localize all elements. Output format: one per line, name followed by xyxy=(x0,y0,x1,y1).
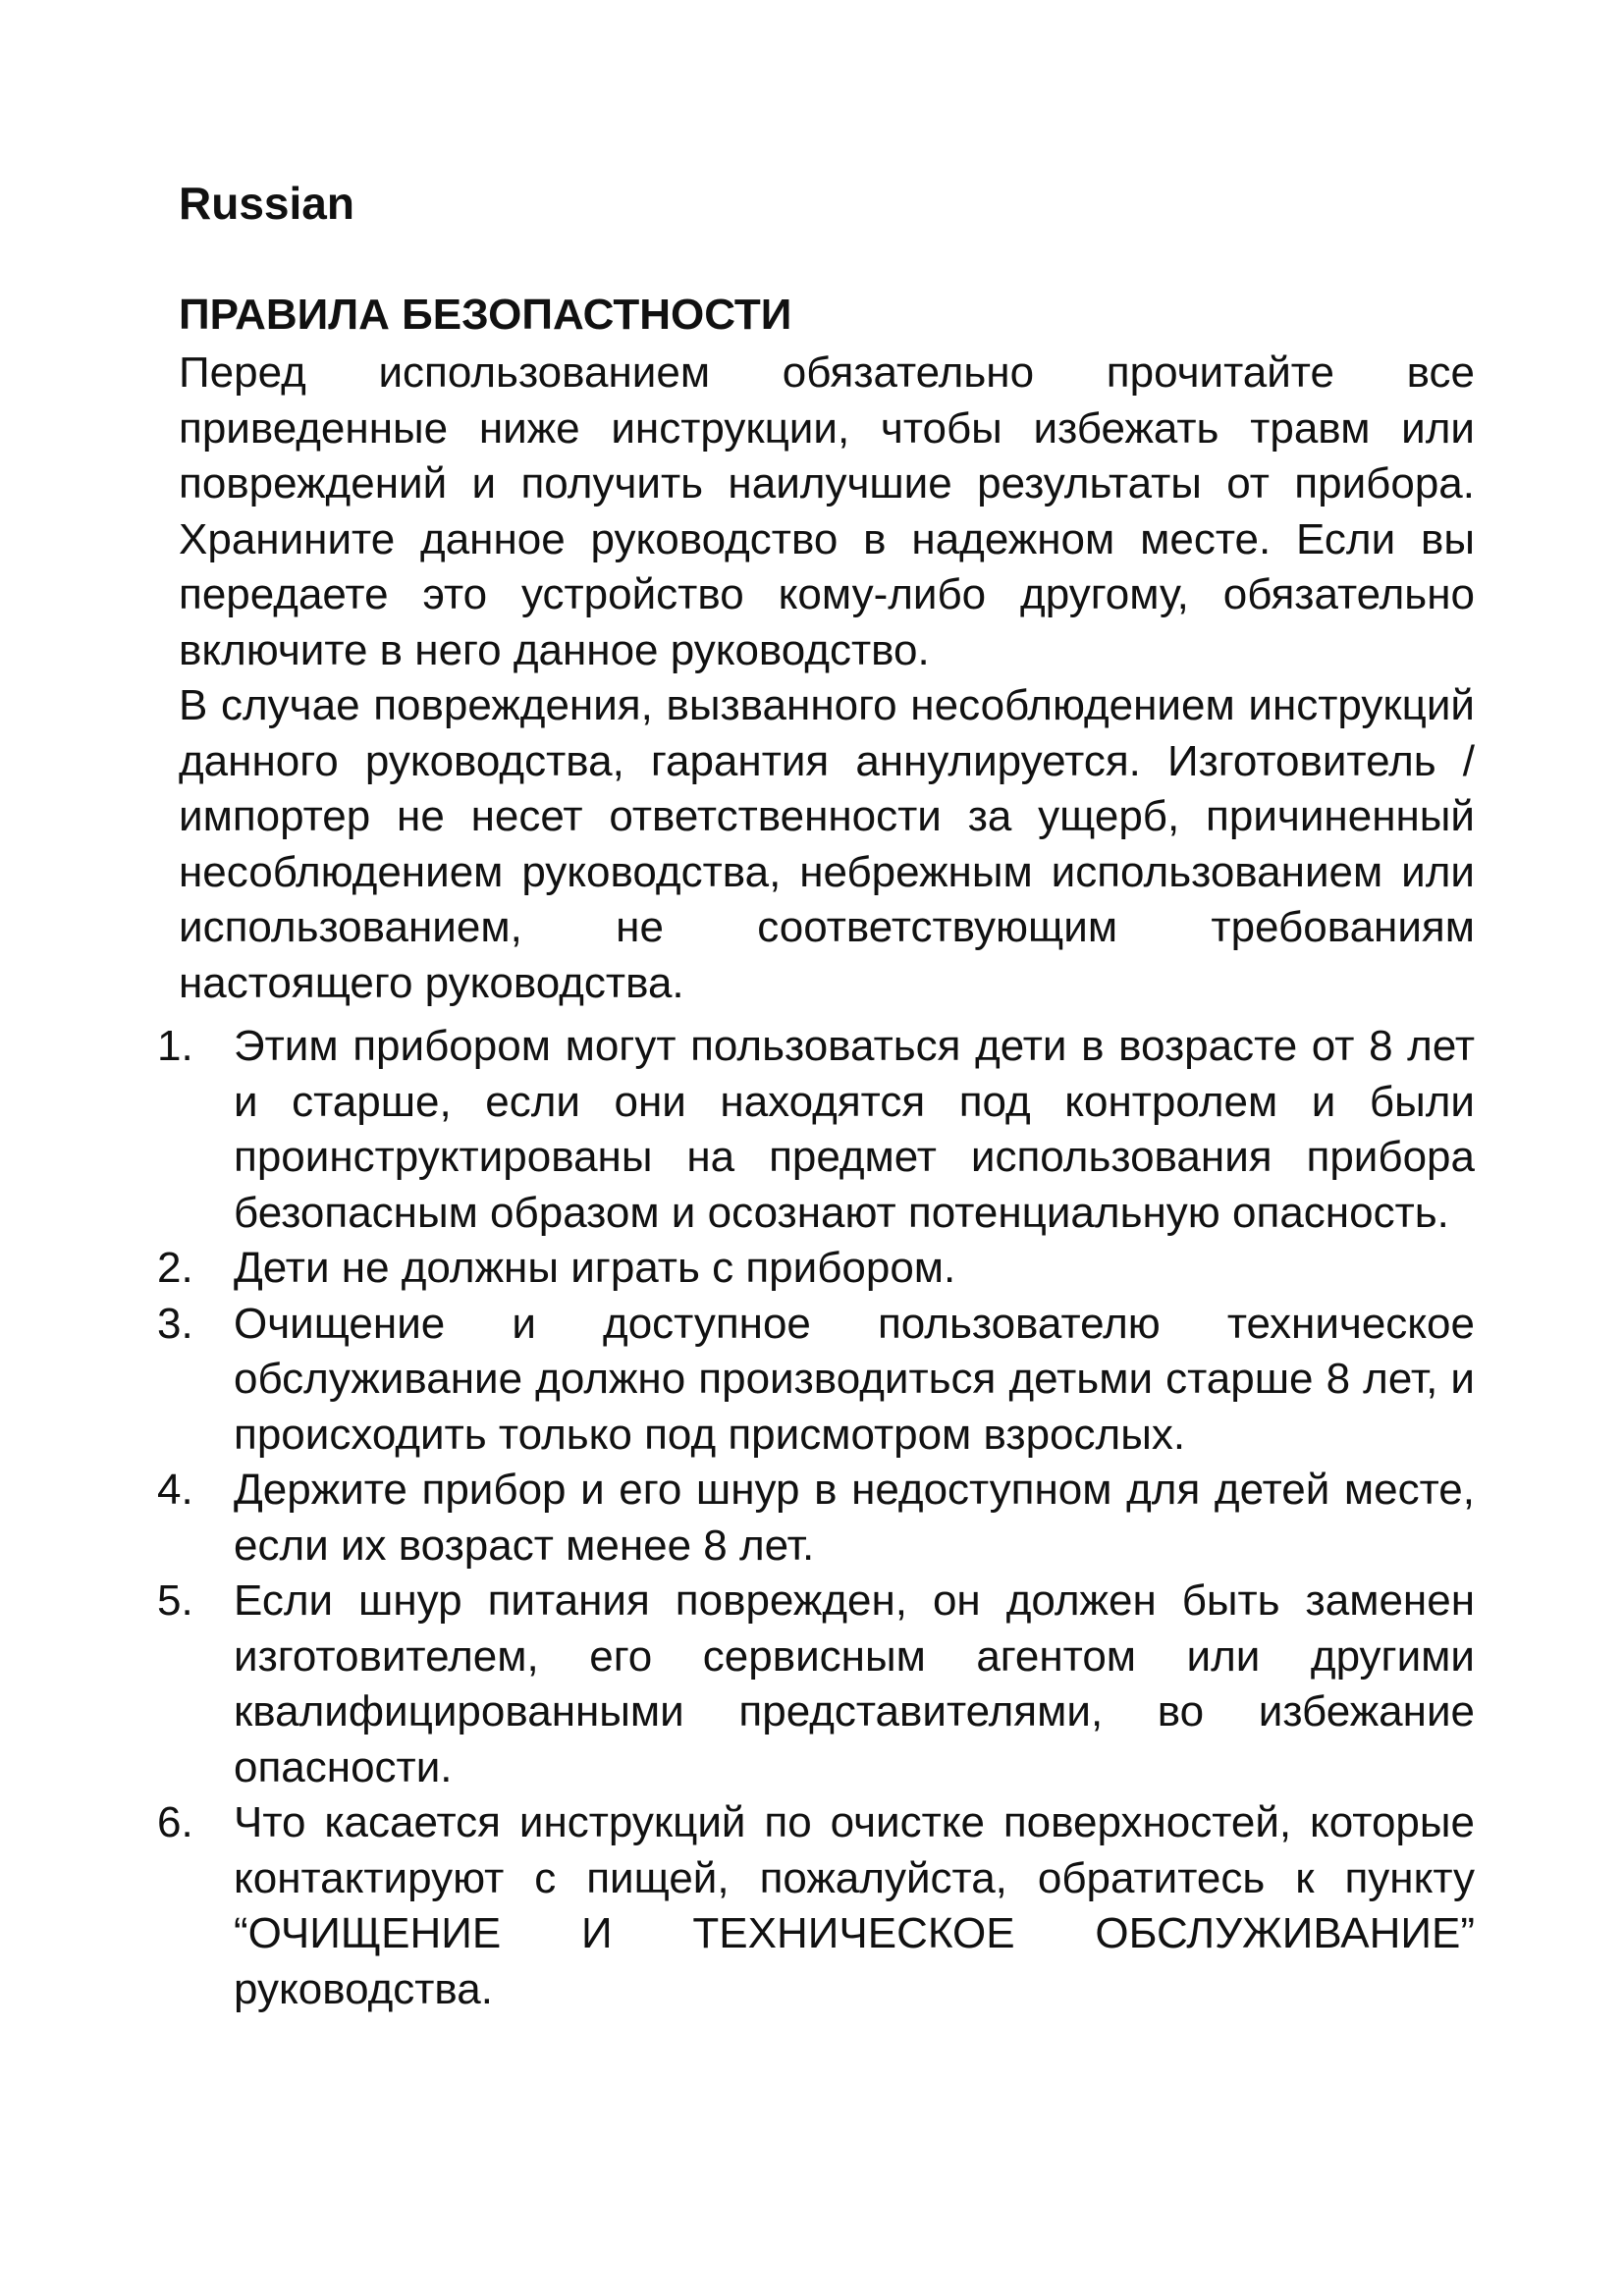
safety-rule-item xyxy=(157,1463,1475,1574)
rule-number: 1. xyxy=(157,1022,193,1070)
intro-text xyxy=(179,346,1475,1011)
intro-paragraph: Перед использованием обязательно прочитайте все приведенные ниже инструкции, чтобы избежать травм или повреждений и получить наилучшие результаты от прибора. Хранините данное руководство в надежном месте. Если вы передаете это устройство кому-либо другому, обязательно включите в него данное руководство. xyxy=(179,348,1475,674)
rule-text: Если шнур питания поврежден, он должен быть заменен изготовителем, его сервисным агентом или другими квалифицированными представителями, во избежание опасности. xyxy=(234,1576,1475,1791)
rule-number: 2. xyxy=(157,1244,193,1292)
rule-text: Держите прибор и его шнур в недоступном для детей месте, если их возраст менее 8 лет. xyxy=(234,1466,1475,1570)
rule-number: 4. xyxy=(157,1466,193,1514)
language-label: Russian xyxy=(179,178,354,229)
rule-text: Что касается инструкций по очистке поверхностей, которые контактируют с пищей, пожалуйста, обратитесь к пункту “ОЧИЩЕНИЕ И ТЕХНИЧЕСКОЕ ОБСЛУЖИВАНИЕ” руководства. xyxy=(234,1798,1475,2013)
safety-rule-item xyxy=(157,1297,1475,1464)
section-title: ПРАВИЛА БЕЗОПАСТНОСТИ xyxy=(179,291,792,339)
safety-rule-item xyxy=(157,1795,1475,2017)
safety-rule-item xyxy=(157,1019,1475,1241)
intro-paragraph: В случае повреждения, вызванного несоблюдением инструкций данного руководства, гарантия аннулируется. Изготовитель / импортер не несет ответственности за ущерб, причиненный несоблюдением руководства, небрежным использованием или использованием, не соответствующим требованиям настоящего руководства. xyxy=(179,681,1475,1007)
rule-text: Очищение и доступное пользователю техническое обслуживание должно производиться детьми старше 8 лет, и происходить только под присмотром взрослых. xyxy=(234,1299,1475,1459)
rule-number: 5. xyxy=(157,1576,193,1625)
rule-text: Этим прибором могут пользоваться дети в возрасте от 8 лет и старше, если они находятся под контролем и были проинструктированы на предмет использования прибора безопасным образом и осознают потенциальную опасность. xyxy=(234,1022,1475,1237)
safety-rules-list xyxy=(157,1019,1475,2017)
safety-rule-item xyxy=(157,1574,1475,1795)
rule-text: Дети не должны играть с прибором. xyxy=(234,1244,956,1292)
rule-number: 6. xyxy=(157,1798,193,1846)
rule-number: 3. xyxy=(157,1299,193,1348)
safety-rule-item xyxy=(157,1241,1475,1297)
